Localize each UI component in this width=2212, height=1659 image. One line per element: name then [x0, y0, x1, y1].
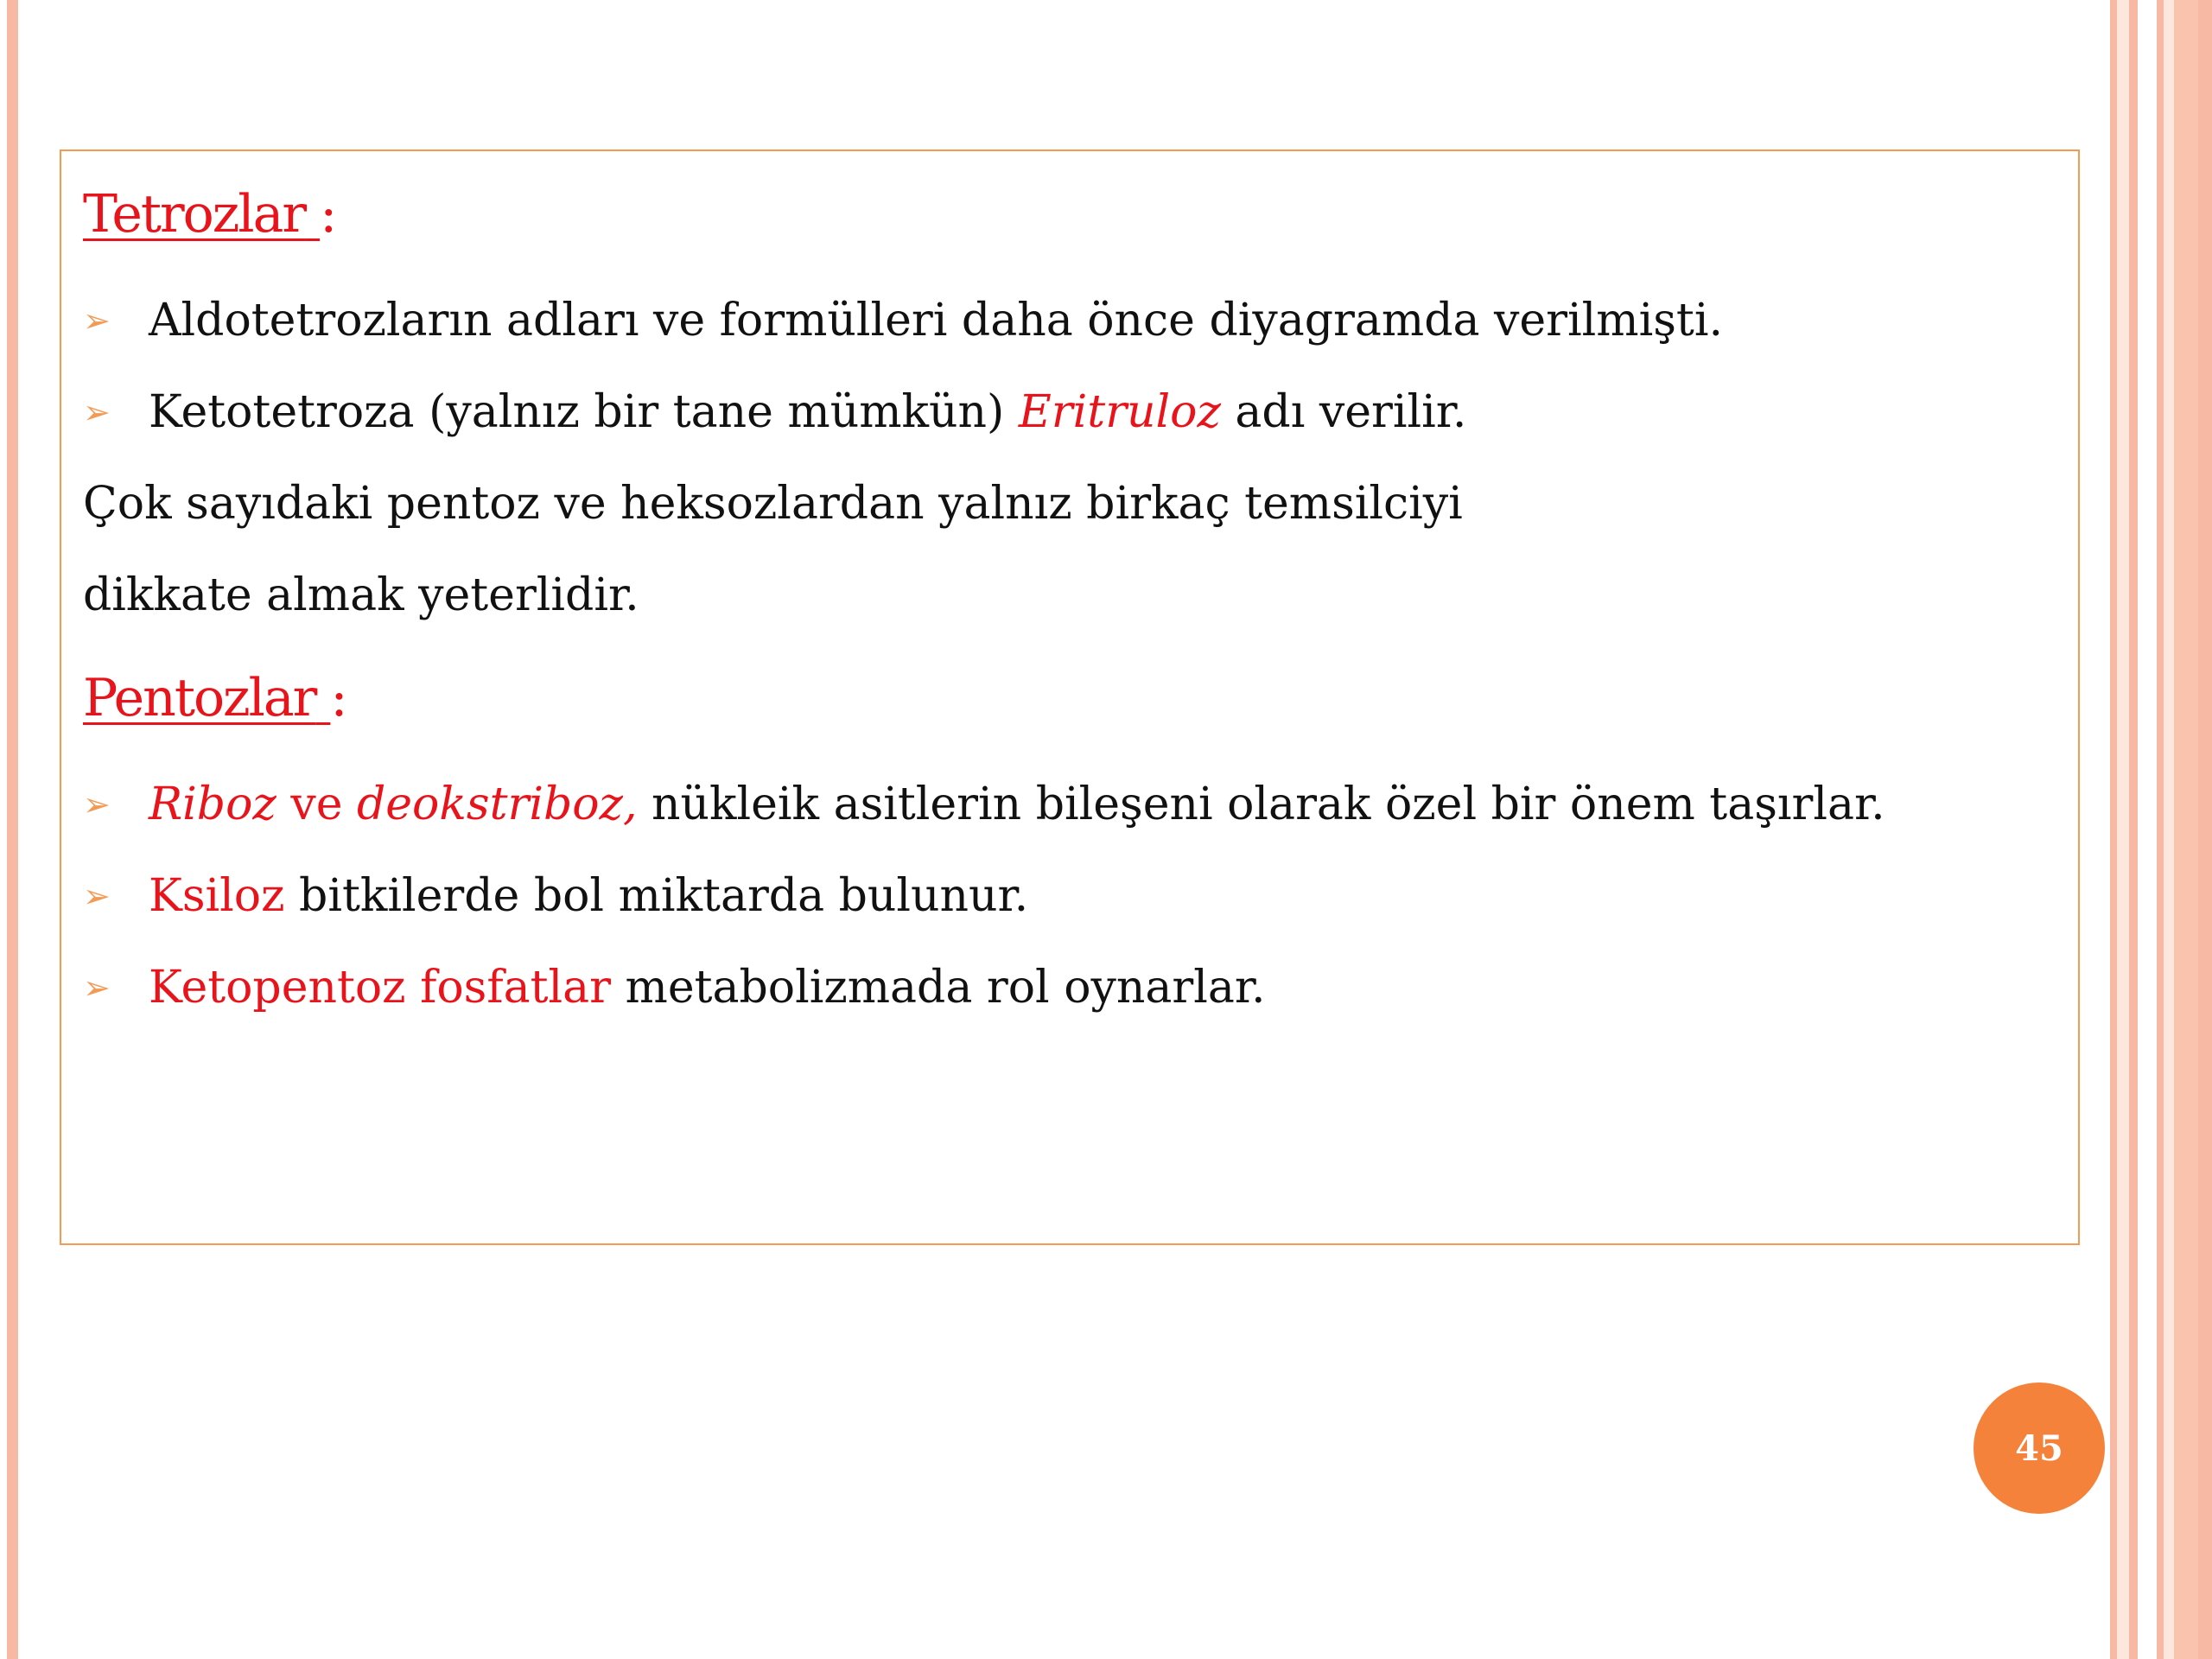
list-item-text: nükleik asitlerin bileşeni olarak özel bir önem taşırlar.: [652, 779, 1885, 830]
arrowhead-bullet-icon: ➢: [83, 785, 111, 823]
arrowhead-bullet-icon: ➢: [83, 968, 111, 1007]
highlight-term: Ksiloz: [149, 870, 285, 922]
heading-colon: :: [330, 668, 346, 728]
right-decorative-stripes: [2110, 0, 2212, 1659]
list-item-text: adı verilir.: [1235, 386, 1467, 438]
paragraph-line: dikkate almak yeterlidir.: [83, 569, 639, 621]
list-item-text: Ketotetroza (yalnız bir tane mümkün): [149, 386, 1005, 438]
heading-text: Pentozlar: [83, 668, 316, 728]
left-decorative-stripe: [7, 0, 18, 1659]
highlight-term: Ketopentoz fosfatlar: [149, 962, 611, 1014]
arrowhead-bullet-icon: ➢: [83, 876, 111, 915]
heading-colon: :: [320, 184, 336, 245]
list-item: [83, 386, 1467, 438]
arrowhead-bullet-icon: ➢: [83, 392, 111, 431]
heading-tetrozlar: [83, 184, 336, 245]
heading-text: Tetrozlar: [83, 184, 306, 245]
list-item-text: metabolizmada rol oynarlar.: [625, 962, 1266, 1014]
page-number: 45: [2015, 1427, 2063, 1469]
list-item: [83, 962, 1266, 1014]
page-number-badge: [1974, 1382, 2105, 1514]
highlight-term: deokstriboz,: [357, 779, 638, 830]
list-item: [83, 295, 1723, 346]
arrowhead-bullet-icon: ➢: [83, 301, 111, 340]
list-item: [83, 870, 1029, 922]
highlight-term: ve: [290, 779, 343, 830]
list-item-text: bitkilerde bol miktarda bulunur.: [299, 870, 1029, 922]
list-item: [83, 779, 1885, 830]
list-item-text: Aldotetrozların adları ve formülleri daha önce diyagramda verilmişti.: [149, 295, 1723, 346]
highlight-term: Eritruloz: [1018, 386, 1221, 438]
heading-pentozlar: [83, 668, 346, 728]
paragraph-line: Çok sayıdaki pentoz ve heksozlardan yalnız birkaç temsilciyi: [83, 478, 1463, 530]
highlight-term: Riboz: [149, 779, 276, 830]
